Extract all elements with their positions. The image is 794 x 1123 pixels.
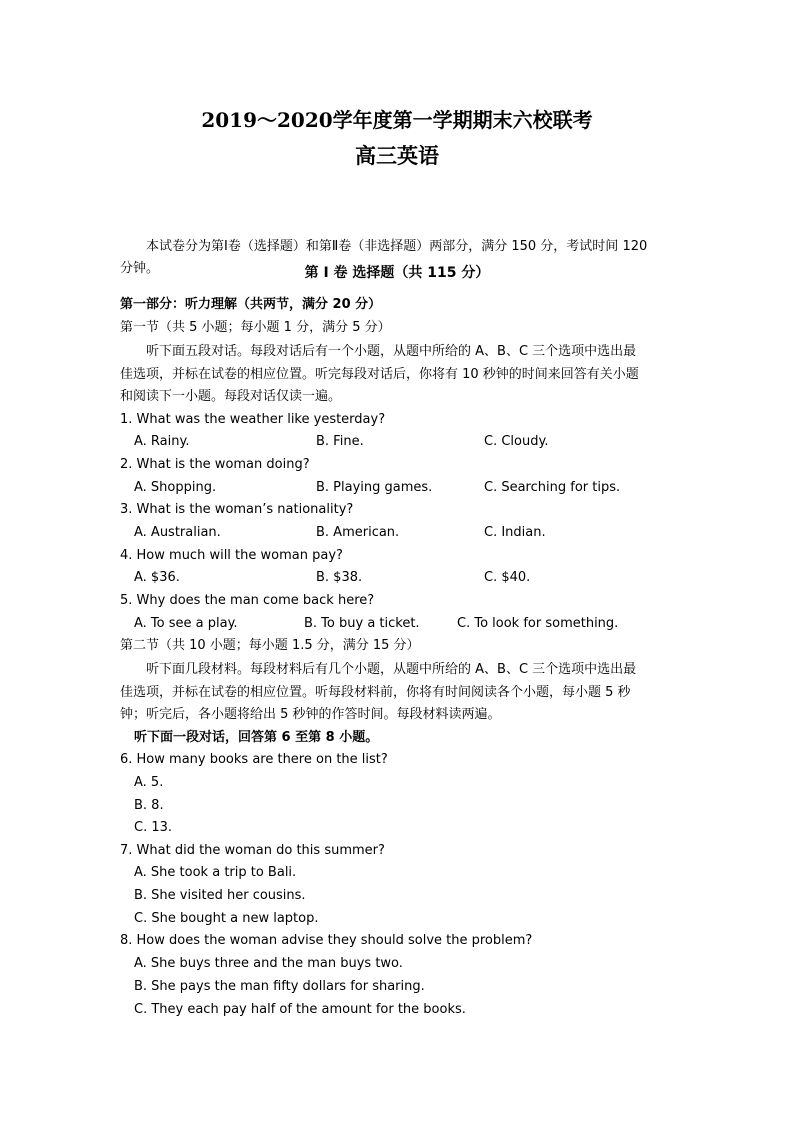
exam-title: 2019～2020学年度第一学期期末六校联考	[201, 108, 593, 132]
q5-option-a: A. To see a play.	[134, 616, 238, 631]
section1-instruction-1: 听下面五段对话。每段对话后有一个小题，从题中所给的 A、B、C 三个选项中选出最	[146, 344, 637, 359]
q5-option-c: C. To look for something.	[457, 616, 619, 631]
q1-option-b: B. Fine.	[316, 434, 364, 449]
q7-option-a: A. She took a trip to Bali.	[134, 865, 297, 880]
section2-instruction-3: 钟；听完后，各小题将给出 5 秒钟的作答时间。每段材料读两遍。	[120, 707, 501, 722]
question-2: 2. What is the woman doing?	[120, 457, 310, 472]
question-8: 8. How does the woman advise they should solve the problem?	[120, 933, 533, 948]
intro-line-1: 本试卷分为第Ⅰ卷（选择题）和第Ⅱ卷（非选择题）两部分，满分 150 分，考试时间 120	[146, 239, 648, 254]
q8-option-c: C. They each pay half of the amount for the books.	[134, 1002, 466, 1017]
question-6: 6. How many books are there on the list?	[120, 752, 388, 767]
q1-option-a: A. Rainy.	[134, 434, 190, 449]
section2-instruction-2: 佳选项，并标在试卷的相应位置。听每段材料前，你将有时间阅读各个小题，每小题 5 秒	[120, 685, 631, 700]
q1-option-c: C. Cloudy.	[484, 434, 549, 449]
q6-option-b: B. 8.	[134, 798, 164, 813]
q4-option-a: A. $36.	[134, 570, 180, 585]
q4-option-c: C. $40.	[484, 570, 531, 585]
q2-option-b: B. Playing games.	[316, 480, 433, 495]
exam-subtitle: 高三英语	[355, 143, 439, 168]
q6-option-c: C. 13.	[134, 820, 173, 835]
question-7: 7. What did the woman do this summer?	[120, 843, 385, 858]
q6-option-a: A. 5.	[134, 775, 164, 790]
q4-option-b: B. $38.	[316, 570, 363, 585]
section2-instruction-1: 听下面几段材料。每段材料后有几个小题，从题中所给的 A、B、C 三个选项中选出最	[146, 662, 637, 677]
question-3: 3. What is the woman’s nationality?	[120, 502, 354, 517]
q2-option-c: C. Searching for tips.	[484, 480, 621, 495]
section2-sub-instruction: 听下面一段对话，回答第 6 至第 8 小题。	[134, 730, 379, 745]
section1-instruction-3: 和阅读下一小题。每段对话仅读一遍。	[120, 389, 342, 404]
section1-title: 第一节（共 5 小题；每小题 1 分，满分 5 分）	[120, 320, 391, 335]
q7-option-b: B. She visited her cousins.	[134, 888, 306, 903]
section1-instruction-2: 佳选项，并标在试卷的相应位置。听完每段对话后，你将有 10 秒钟的时间来回答有关小题	[120, 367, 639, 382]
q8-option-b: B. She pays the man fifty dollars for sharing.	[134, 979, 425, 994]
question-4: 4. How much will the woman pay?	[120, 548, 343, 563]
q8-option-a: A. She buys three and the man buys two.	[134, 956, 403, 971]
q2-option-a: A. Shopping.	[134, 480, 217, 495]
question-1: 1. What was the weather like yesterday?	[120, 412, 386, 427]
q7-option-c: C. She bought a new laptop.	[134, 911, 319, 926]
intro-line-2: 分钟。	[120, 261, 160, 276]
part1-title: 第一部分：听力理解（共两节，满分 20 分）	[120, 297, 382, 312]
question-5: 5. Why does the man come back here?	[120, 593, 375, 608]
volume-title: 第 Ⅰ 卷 选择题（共 115 分）	[304, 265, 490, 281]
q5-option-b: B. To buy a ticket.	[304, 616, 420, 631]
q3-option-c: C. Indian.	[484, 525, 546, 540]
q3-option-a: A. Australian.	[134, 525, 221, 540]
q3-option-b: B. American.	[316, 525, 400, 540]
section2-title: 第二节（共 10 小题；每小题 1.5 分，满分 15 分）	[120, 638, 420, 653]
